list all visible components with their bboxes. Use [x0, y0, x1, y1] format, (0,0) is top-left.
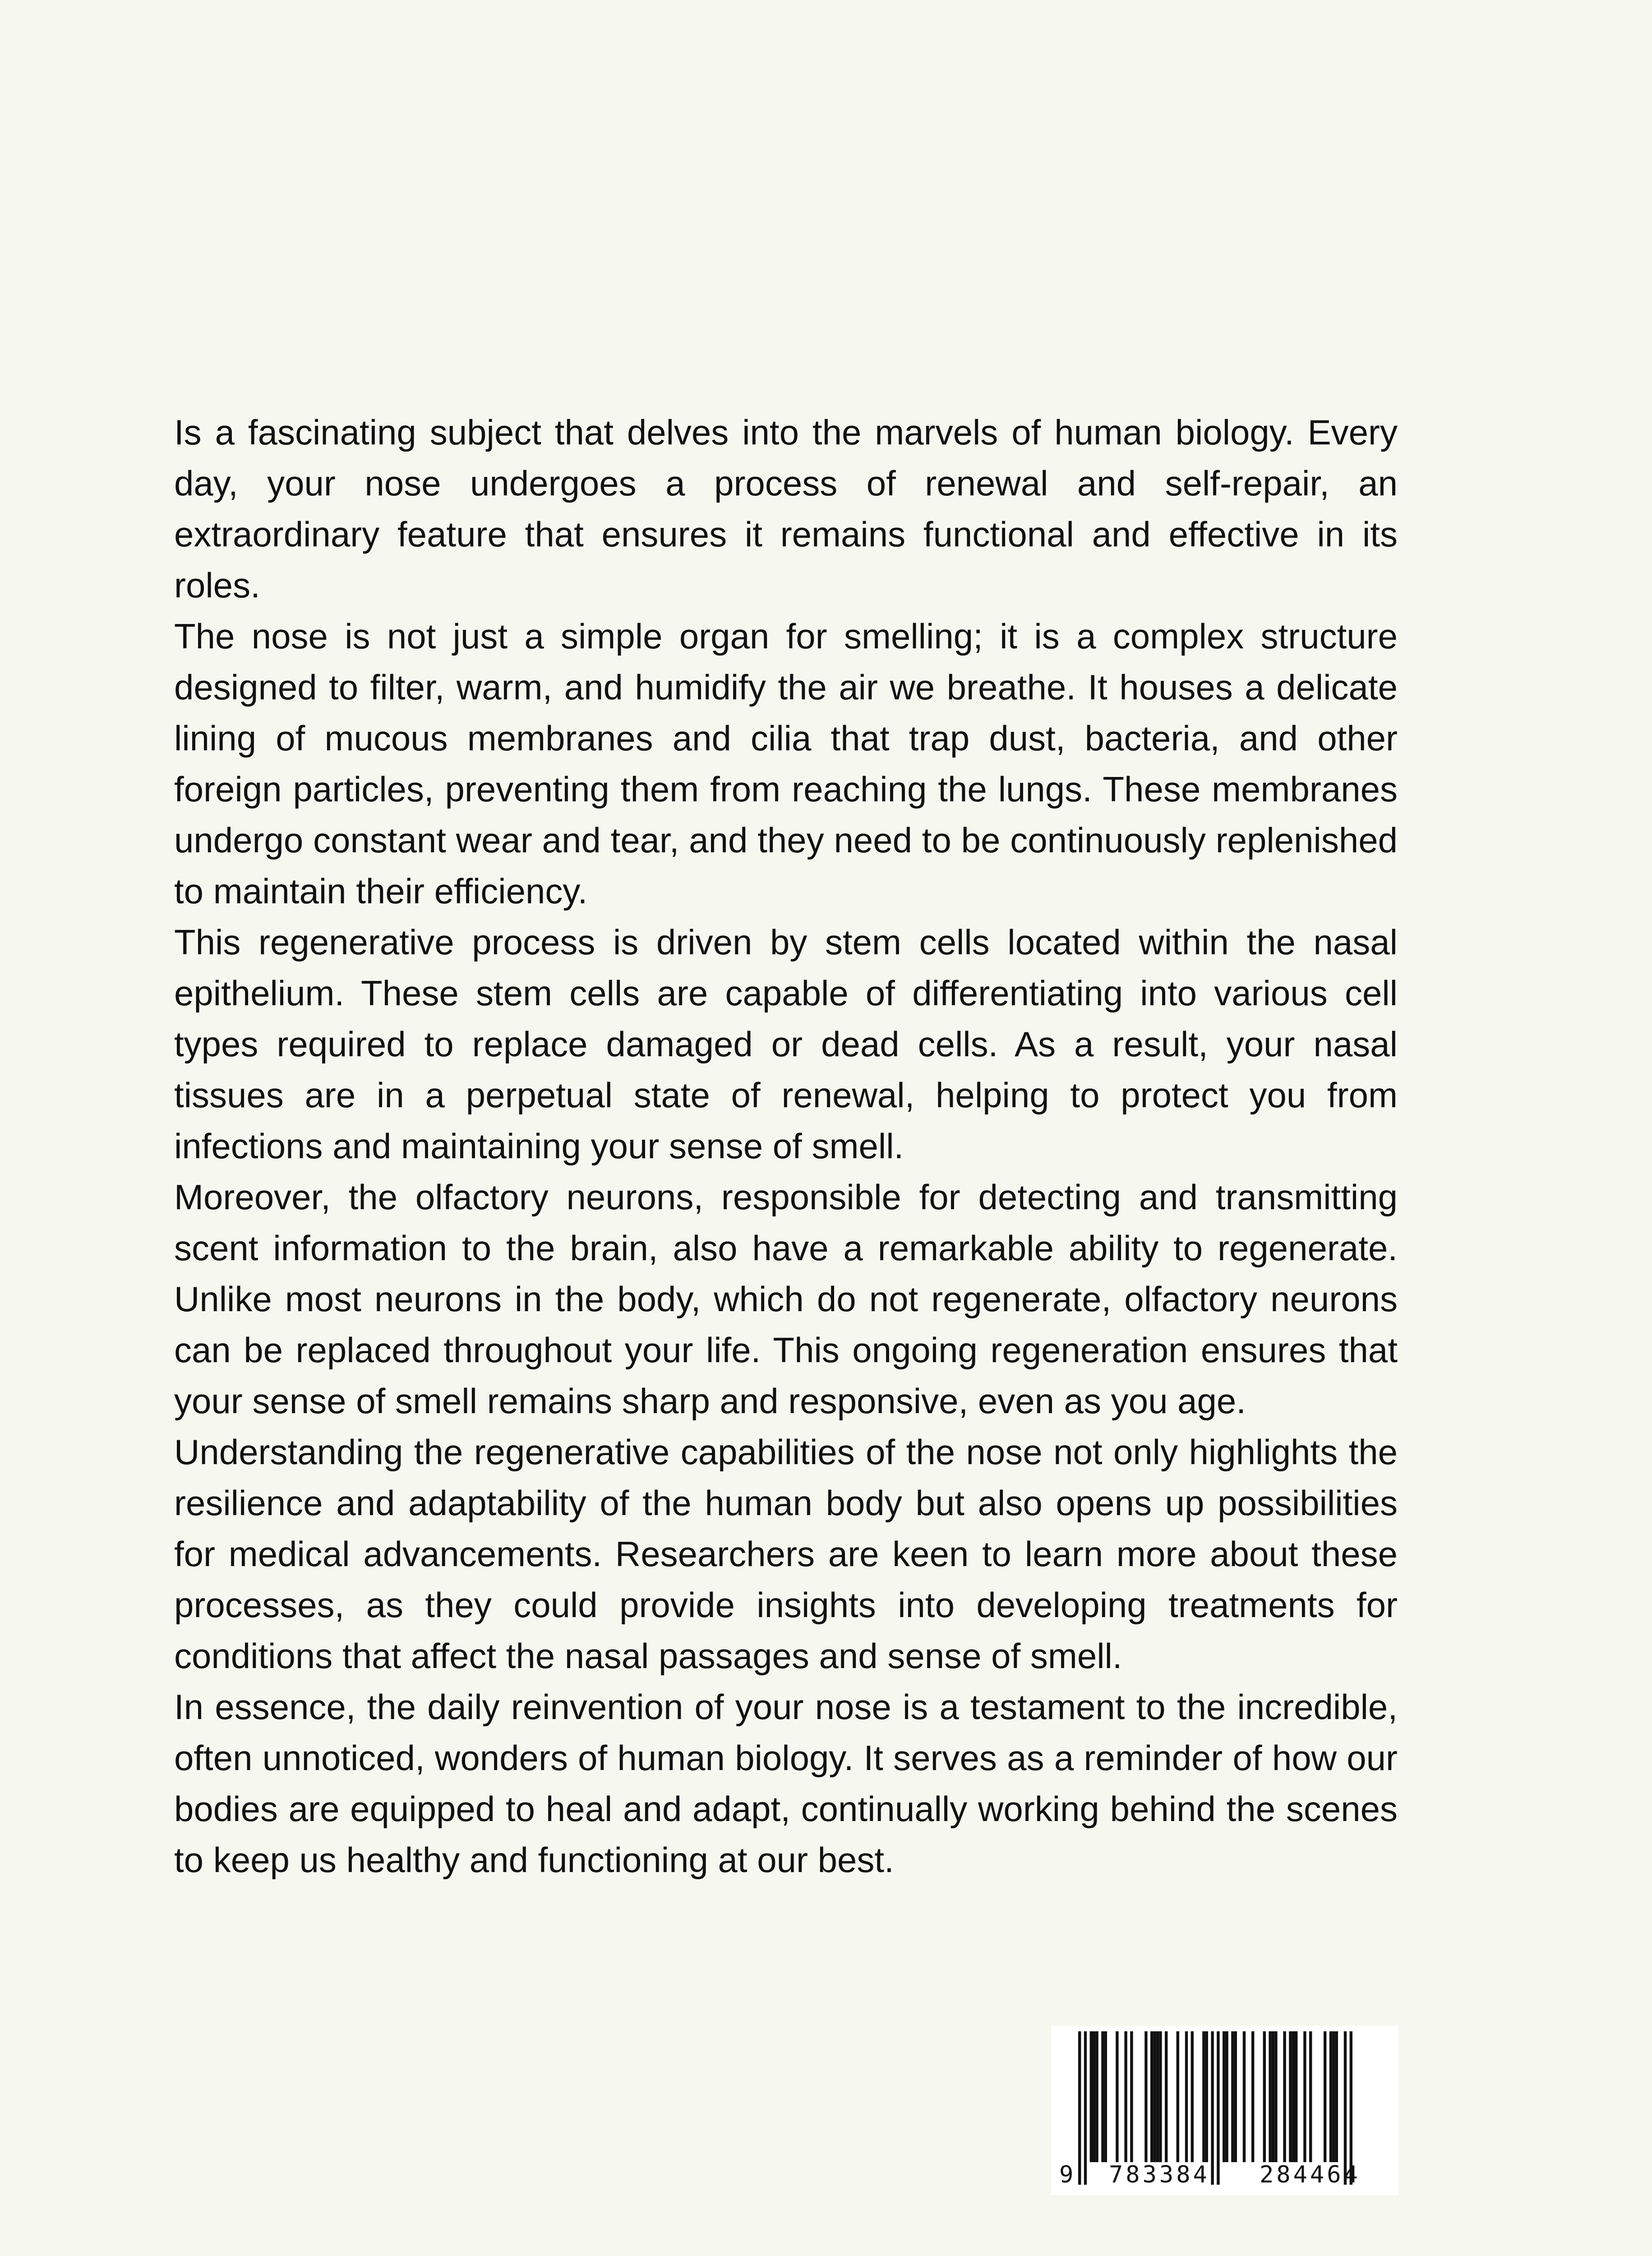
barcode-bar — [1191, 2031, 1194, 2162]
barcode-bar — [1153, 2031, 1156, 2162]
barcode-bar — [1269, 2031, 1271, 2162]
blurb-paragraph-5: Understanding the regenerative capabilities of the nose not only highlights the resilience and adaptability of the human body but also opens up possibilities for medical advancements. Researchers are keen to learn more about these processes, as they could provide insights into developing treatments for conditions that affect the nasal passages and sense of smell. — [174, 1432, 1398, 1676]
barcode-bar — [1274, 2031, 1277, 2162]
barcode-bar — [1234, 2031, 1237, 2162]
barcode-bar — [1263, 2031, 1266, 2162]
barcode-bar — [1159, 2031, 1162, 2162]
barcode-bar — [1292, 2031, 1295, 2162]
blurb-text — [174, 407, 1398, 1886]
barcode-bar — [1272, 2031, 1274, 2162]
barcode-bar — [1329, 2031, 1332, 2162]
barcode-bar — [1211, 2031, 1214, 2185]
barcode-bar — [1130, 2031, 1133, 2162]
barcode-bar — [1090, 2031, 1093, 2162]
barcode-bar — [1223, 2031, 1225, 2162]
barcode-bar — [1295, 2031, 1297, 2162]
blurb-paragraph-6: In essence, the daily reinvention of your nose is a testament to the incredible, often unnoticed, wonders of human biology. It serves as a reminder of how our bodies are equipped to heal and adapt, continually working behind the scenes to keep us healthy and functioning at our best. — [174, 1687, 1398, 1880]
barcode-bar — [1217, 2031, 1219, 2185]
barcode-bar — [1243, 2031, 1246, 2162]
barcode-bar — [1165, 2031, 1167, 2162]
barcode-left-digits: 783384 — [1109, 2161, 1210, 2188]
barcode-bar — [1104, 2031, 1107, 2162]
barcode-bar — [1093, 2031, 1095, 2162]
barcode-bar — [1078, 2031, 1081, 2185]
barcode-bar — [1205, 2031, 1208, 2162]
barcode-bar — [1177, 2031, 1179, 2162]
barcode-bar — [1335, 2031, 1338, 2162]
barcode-bar — [1251, 2031, 1254, 2162]
blurb-paragraph-3: This regenerative process is driven by stem cells located within the nasal epithelium. These stem cells are capable of differentiating into various cell types required to replace damaged or dead cells. As a result, your nasal tissues are in a perpetual state of renewal, helping to protect you from infections and maintaining your sense of smell. — [174, 922, 1398, 1166]
barcode-bar — [1231, 2031, 1234, 2162]
blurb-paragraph-1: Is a fascinating subject that delves into the marvels of human biology. Every day, your nose undergoes a process of renewal and self-repair, an extraordinary feature that ensures it remains functional and effective in its roles. — [174, 412, 1398, 605]
blurb-paragraph-4: Moreover, the olfactory neurons, responsible for detecting and transmitting scent information to the brain, also have a remarkable ability to regenerate. Unlike most neurons in the body, which do not regenerate, olfactory neurons can be replaced throughout your life. This ongoing regeneration ensures that your sense of smell remains sharp and responsive, even as you age. — [174, 1177, 1398, 1421]
isbn-barcode — [1051, 2026, 1398, 2195]
barcode-bar — [1095, 2031, 1098, 2162]
blurb-paragraph-2: The nose is not just a simple organ for smelling; it is a complex structure designed to filter, warm, and humidify the air we breathe. It houses a delicate lining of mucous membranes and cilia that trap dust, bacteria, and other foreign particles, preventing them from reaching the lungs. These membranes undergo constant wear and tear, and they need to be continuously replenished to maintain their efficiency. — [174, 616, 1398, 911]
barcode-bar — [1202, 2031, 1205, 2162]
barcode-bar — [1084, 2031, 1087, 2185]
barcode-bar — [1289, 2031, 1292, 2162]
barcode-bar — [1144, 2031, 1147, 2162]
barcode-bar — [1225, 2031, 1228, 2162]
barcode-bar — [1283, 2031, 1286, 2162]
barcode-bar — [1185, 2031, 1188, 2162]
barcode-bar — [1124, 2031, 1127, 2162]
barcode-bar — [1116, 2031, 1118, 2162]
barcode-right-digits: 284464 — [1260, 2161, 1361, 2188]
barcode-lead-digit: 9 — [1059, 2161, 1076, 2188]
barcode-bar — [1309, 2031, 1312, 2162]
barcode-bar — [1332, 2031, 1335, 2162]
barcode-bar — [1324, 2031, 1326, 2162]
barcode-bar — [1150, 2031, 1153, 2162]
barcode-bar — [1156, 2031, 1159, 2162]
barcode-bar — [1303, 2031, 1306, 2162]
barcode-bar — [1101, 2031, 1104, 2162]
